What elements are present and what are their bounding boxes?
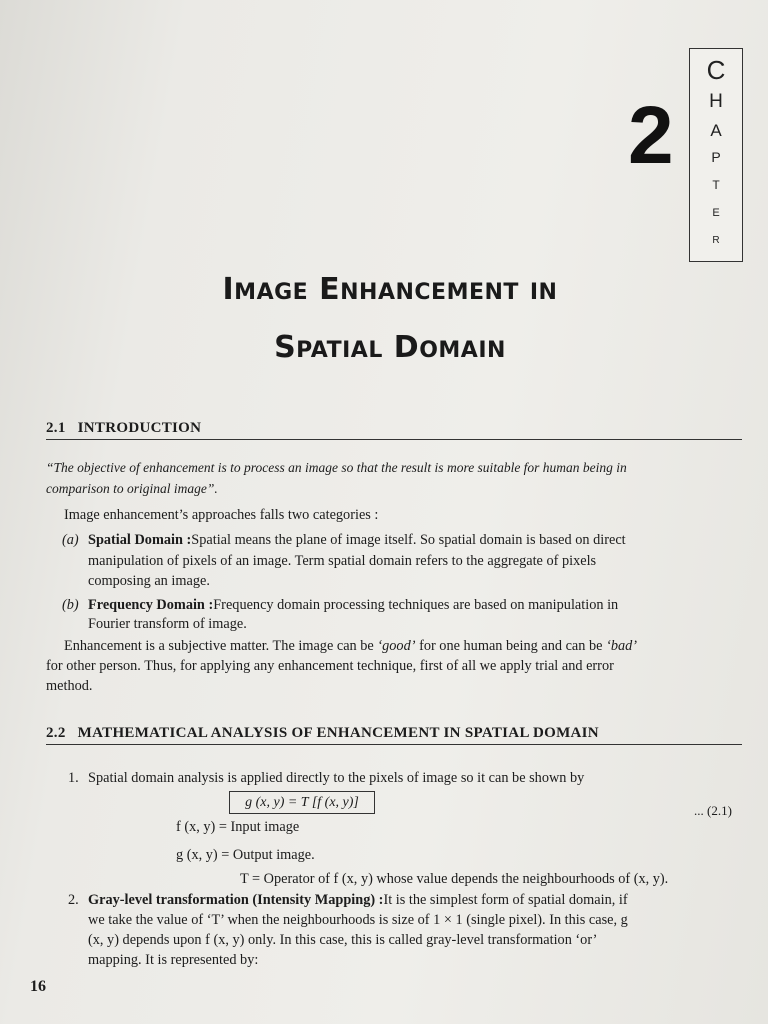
def-output-image: g (x, y) = Output image. — [176, 847, 315, 863]
chapter-title-line-2: SPATIAL DOMAIN — [274, 330, 506, 365]
chapter-number: 2 — [628, 90, 674, 181]
item-2-line-1: Gray-level transformation (Intensity Mapping) :It is the simplest form of spatial domain, if — [88, 892, 628, 908]
chapter-title-line-1: IMAGE ENHANCEMENT IN — [222, 272, 558, 307]
para-line-3: method. — [46, 678, 93, 694]
item-1-marker: 1. — [68, 770, 79, 786]
para-line-2: for other person. Thus, for applying any enhancement technique, first of all we apply trial and error — [46, 658, 614, 674]
equation-box: g (x, y) = T [f (x, y)] — [229, 791, 375, 814]
section-2-1-heading: 2.1 INTRODUCTION — [46, 420, 742, 440]
def-operator: T = Operator of f (x, y) whose value depends the neighbourhoods of (x, y). — [240, 871, 669, 887]
chapter-letter-e: E — [712, 207, 720, 219]
quote-line-2: comparison to original image”. — [46, 481, 218, 496]
item-a-line-3: composing an image. — [88, 573, 210, 589]
chapter-side-label — [689, 48, 743, 262]
chapter-letter-p: P — [711, 149, 721, 165]
item-b-line-1: Frequency Domain :Frequency domain processing techniques are based on manipulation in — [88, 597, 619, 613]
item-b-marker: (b) — [62, 597, 79, 613]
equation-number: ... (2.1) — [694, 803, 732, 818]
item-2-line-4: mapping. It is represented by: — [88, 952, 259, 968]
quote-line-1: “The objective of enhancement is to process an image so that the result is more suitable for human being in — [46, 460, 627, 475]
chapter-letter-h: H — [709, 91, 723, 112]
page-number: 16 — [30, 978, 46, 995]
section-2-2-heading: 2.2 MATHEMATICAL ANALYSIS OF ENHANCEMENT IN SPATIAL DOMAIN — [46, 725, 742, 745]
item-b-line-2: Fourier transform of image. — [88, 616, 247, 632]
item-2-marker: 2. — [68, 892, 79, 908]
chapter-letter-r: R — [712, 235, 720, 246]
para-line-1: Enhancement is a subjective matter. The image can be ‘good’ for one human being and can be ‘bad’ — [64, 638, 638, 654]
chapter-letter-t: T — [712, 178, 720, 192]
item-a-line-1: Spatial Domain :Spatial means the plane of image itself. So spatial domain is based on direct — [88, 532, 626, 548]
def-input-image: f (x, y) = Input image — [176, 819, 300, 835]
item-a-marker: (a) — [62, 532, 79, 548]
chapter-letter-a: A — [710, 121, 722, 140]
chapter-letter-c: C — [706, 55, 726, 85]
intro-text: Image enhancement’s approaches falls two categories : — [64, 507, 379, 523]
item-2-line-3: (x, y) depends upon f (x, y) only. In this case, this is called gray-level transformation ‘or’ — [88, 932, 598, 948]
item-a-line-2: manipulation of pixels of an image. Term spatial domain refers to the aggregate of pixels — [88, 553, 597, 569]
item-2-line-2: we take the value of ‘T’ when the neighbourhoods is size of 1 × 1 (single pixel). In this case, g — [88, 912, 628, 928]
item-1-text: Spatial domain analysis is applied directly to the pixels of image so it can be shown by — [88, 770, 585, 786]
